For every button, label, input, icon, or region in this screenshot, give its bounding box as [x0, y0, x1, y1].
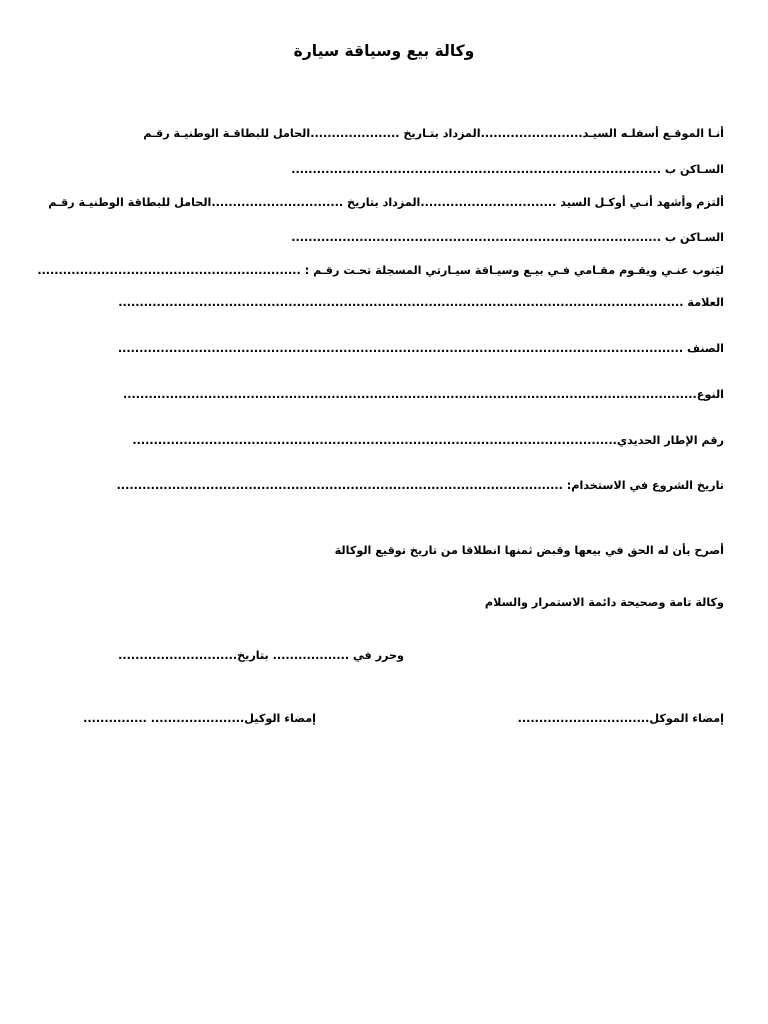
vehicle-category-line: الصنف ..................................................................................................................................... — [117, 342, 724, 355]
vehicle-first-use-line: تاريخ الشروع في الاستخدام: ......................................................................................................... — [116, 479, 724, 492]
principal-identity-line: أنـا الموقـع أسفلـه السيـد........................المزداد بتـاريخ .....................الحامل للبطاقـة الوطنيـة رقـم — [143, 127, 724, 140]
document-title: وكالة بيع وسياقة سيارة — [293, 42, 475, 60]
vehicle-brand-line: العلامة ..................................................................................................................................... — [118, 296, 724, 309]
vehicle-type-line: النوع....................................................................................................................................... — [122, 388, 724, 401]
validity-text: وكالة تامة وصحيحة دائمة الاستمرار والسلام — [484, 596, 724, 609]
principal-address-line: السـاكن ب ....................................................................................... — [291, 163, 724, 176]
agent-address-line: السـاكن ب ....................................................................................... — [291, 231, 724, 244]
date-place-line: وحرر في .................. بتاريخ............................ — [118, 649, 404, 662]
agent-signature: إمضاء الوكيل...................... ............... — [83, 712, 316, 725]
mandate-line: ليَنوب عنـي ويقـوم مقـامي فـي بيـع وسيـاقة سيـارتي المسجلة تحـت رقـم : .............................................................. — [37, 264, 724, 277]
agent-identity-line: ألتزم وأشهد أنـي أوكـل السيد ................................المزداد بتاريخ ...............................الحامل للبطاقة الوطنيـة رقـم — [48, 196, 724, 209]
vehicle-chassis-line: رقم الإطار الحديدي.................................................................................................................. — [132, 434, 724, 447]
declaration-text: أصرح بأن له الحق في بيعها وقبض ثمنها انطلاقا من تاريخ توقيع الوكالة — [334, 544, 724, 557]
principal-signature: إمضاء الموكل............................... — [517, 712, 724, 725]
